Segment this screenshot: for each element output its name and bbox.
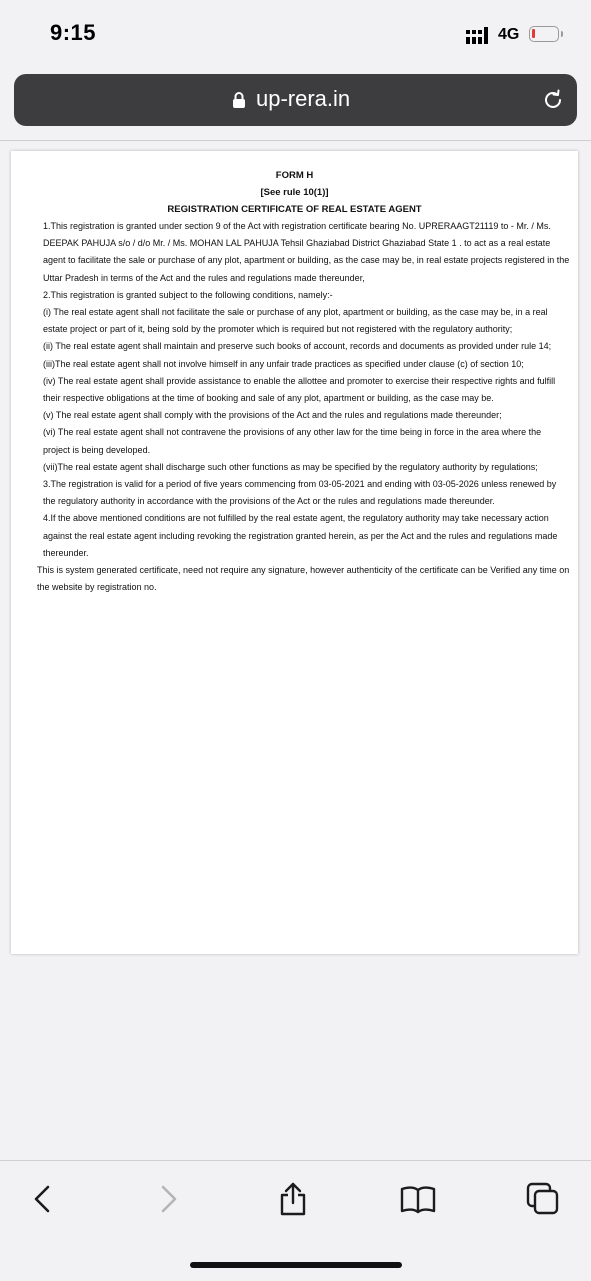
share-icon[interactable] (275, 1181, 311, 1217)
tabs-icon[interactable] (525, 1181, 561, 1217)
footer-note: This is system generated certificate, need not require any signature, however authenticity of the certificate can be Verified any time on the website by registration no. (37, 565, 570, 593)
signal-icon (466, 27, 490, 45)
lock-icon (232, 91, 246, 109)
form-subheading: [See rule 10(1)] (260, 187, 329, 198)
condition-i: (i) The real estate agent shall not facilitate the sale or purchase of any plot, apartment or building, as the case may be, in a real estate project or part of it, being sold by the promoter which is required but not registered with the regulatory authority; (43, 307, 548, 335)
certificate-title: REGISTRATION CERTIFICATE OF REAL ESTATE AGENT (167, 204, 422, 215)
back-icon[interactable] (24, 1181, 60, 1217)
form-heading: FORM H (275, 170, 314, 181)
paragraph-3: 3.The registration is valid for a period of five years commencing from 03-05-2021 and ending with 03-05-2026 unless renewed by the regulatory authority in accordance with the provisions of the Act or the rules and regulations made thereunder. (43, 479, 557, 507)
condition-ii: (ii) The real estate agent shall maintain and preserve such books of account, records and documents as provided under rule 14; (43, 341, 552, 352)
paragraph-2: 2.This registration is granted subject to the following conditions, namely:- (43, 289, 333, 300)
condition-iii: (iii)The real estate agent shall not involve himself in any unfair trade practices as specified under clause (c) of section 10; (43, 358, 524, 369)
battery-level (532, 29, 535, 38)
battery-icon (529, 26, 559, 42)
network-type: 4G (498, 26, 520, 43)
certificate-document (11, 151, 578, 954)
condition-iv: (iv) The real estate agent shall provide assistance to enable the allottee and promoter to exercise their respective rights and fulfill their respective obligations at the time of booking and sale of any plot, apartment or building, as the case may be. (43, 375, 556, 404)
condition-v: (v) The real estate agent shall comply with the provisions of the Act and the rules and regulations made thereunder; (43, 410, 502, 421)
condition-vii: (vii)The real estate agent shall discharge such other functions as may be specified by the regulatory authority by regulations; (43, 461, 538, 472)
status-bar (0, 0, 591, 70)
url-text[interactable]: up-rera.in (256, 86, 351, 111)
paragraph-4: 4.If the above mentioned conditions are not fulfilled by the real estate agent, the regulatory authority may take necessary action against the real estate agent including revoking the registration granted herein, as per the Act and the rules and regulations made thereunder. (43, 513, 558, 558)
address-bar[interactable] (14, 74, 577, 126)
condition-vi: (vi) The real estate agent shall not contravene the provisions of any other law for the time being in force in the area where the project is being developed. (43, 427, 542, 455)
home-indicator (190, 1262, 402, 1268)
forward-icon[interactable] (151, 1181, 187, 1217)
reload-icon[interactable] (541, 88, 565, 112)
bookmarks-icon[interactable] (400, 1181, 436, 1217)
status-time: 9:15 (50, 20, 97, 45)
header-divider (0, 140, 591, 141)
paragraph-1: 1.This registration is granted under section 9 of the Act with registration certificate bearing No. UPRERAAGT21119 to - Mr. / Ms. DEEPAK PAHUJA s/o / d/o Mr. / Ms. MOHAN LAL PAHUJA Tehsil Ghaziabad District Ghaziabad State 1 . to act as a real estate agent to facilitate the sale or purchase of any plot, apartment or building, as the case may be, in real estate projects registered in the Uttar Pradesh in terms of the Act and the rules and regulations made thereunder, (43, 221, 570, 283)
